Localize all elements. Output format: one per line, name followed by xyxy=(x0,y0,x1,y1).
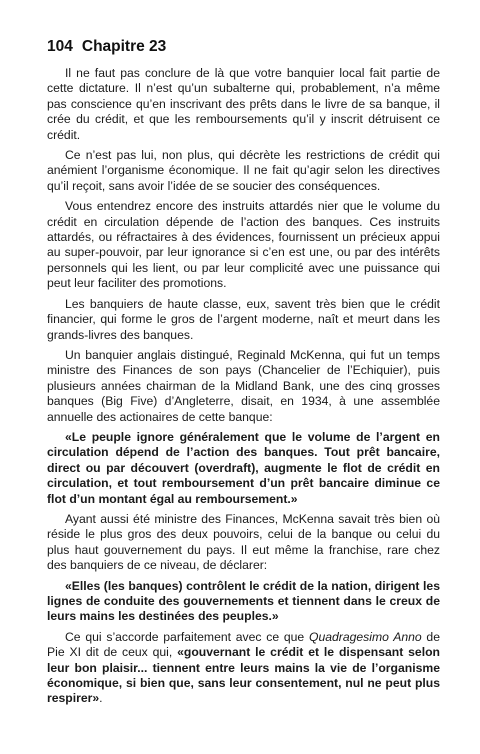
paragraph-4: Les banquiers de haute classe, eux, savent très bien que le crédit financier, qui forme le gros de l’argent moderne, naît et meurt dans les grands-livres des banques. xyxy=(47,296,440,342)
quote-mckenna-2: «Elles (les banques) contrôlent le crédit de la nation, dirigent les lignes de conduite des gouvernements et tiennent dans le creux de leurs mains les destinées des peuples.» xyxy=(47,578,440,624)
paragraph-5: Un banquier anglais distingué, Reginald McKenna, qui fut un temps ministre des Finances de son pays (Chancelier de l’Echiquier), puis plusieurs années chairman de la Midland Bank, une des cinq grosses banques (Big Five) d’Angleterre, disait, en 1934, à une assemblée annuelle des actionaires de cette banque: xyxy=(47,347,440,424)
chapter-title: Chapitre 23 xyxy=(81,38,167,55)
paragraph-7-start: Ce qui s’accorde parfaitement avec ce que xyxy=(65,629,309,644)
paragraph-7-end: . xyxy=(99,691,103,706)
quote-mckenna-1: «Le peuple ignore généralement que le volume de l’argent en circulation dépend de l’action des banques. Tout prêt bancaire, direct ou par découvert (overdraft), augmente le flot de crédit en circulation, et tout remboursement d’un prêt bancaire diminue ce flot d’un montant égal au remboursement.» xyxy=(47,429,440,506)
running-head xyxy=(47,38,440,56)
quote-encyclical: «gouvernant le crédit et le dispensant selon leur bon plaisir... tiennent entre leurs mains la vie de l’organisme économique, si bien que, sans leur consentement, nul ne peut plus respirer» xyxy=(47,645,440,706)
body-text xyxy=(47,66,440,707)
paragraph-7 xyxy=(47,630,440,707)
paragraph-3: Vous entendrez encore des instruits attardés nier que le volume du crédit en circulation dépende de l’action des banques. Ces instruits attardés, ou réfractaires à des évidences, fournissent un précieux appui au super-pouvoir, par leur ignorance si c’en est une, ou par des intérêts personnels qui les lient, ou par leur complicité avec une puissance qui peut leur faciliter des promotions. xyxy=(47,199,440,291)
paragraph-2: Ce n’est pas lui, non plus, qui décrète les restrictions de crédit qui anémient l’organisme économique. Il ne fait qu’agir selon les directives qu’il reçoit, sans avoir l’idée de se soucier des conséquences. xyxy=(47,148,440,193)
paragraph-7-mid: de Pie XI dit de ceux qui, xyxy=(47,629,440,660)
encyclical-title: Quadragesimo Anno xyxy=(308,629,422,644)
paragraph-1: Il ne faut pas conclure de là que votre banquier local fait partie de cette dictature. Il n’est qu’un subalterne qui, probablement, n’a même pas conscience qu’en inscrivant des prêts dans le livre de sa banque, il crée du crédit, et que les remboursements qu’il y inscrit détruisent ce crédit. xyxy=(47,66,440,142)
page-number: 104 xyxy=(47,38,73,55)
paragraph-6: Ayant aussi été ministre des Finances, McKenna savait très bien où réside le plus gros des deux pouvoirs, celui de la banque ou celui du plus haut gouvernement du pays. Il eut même la franchise, rare chez des banquiers de ce niveau, de déclarer: xyxy=(47,511,440,573)
